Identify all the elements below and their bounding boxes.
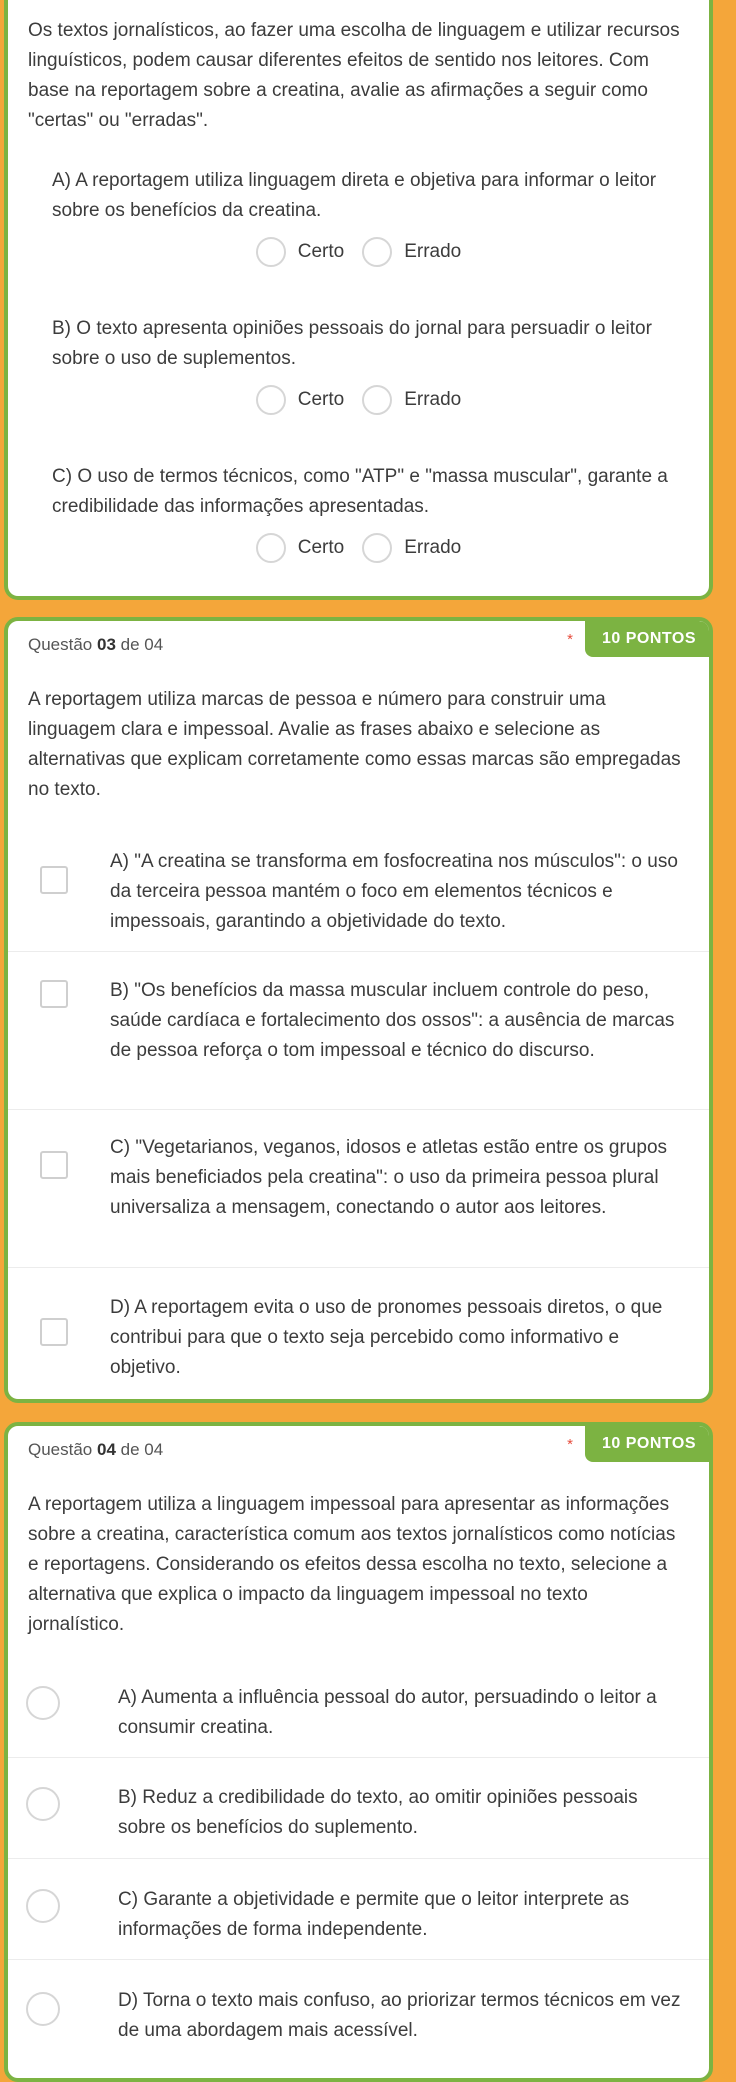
required-asterisk: * — [567, 631, 573, 648]
radio-circle-icon[interactable] — [362, 385, 392, 415]
statement-b-text: B) O texto apresenta opiniões pessoais do jornal para persuadir o leitor sobre o uso de suplementos. — [52, 318, 652, 369]
option-a-checkbox[interactable] — [40, 866, 68, 894]
required-asterisk: * — [567, 1436, 573, 1453]
statement-a-text: A) A reportagem utiliza linguagem direta e objetiva para informar o leitor sobre os benefícios da creatina. — [52, 170, 657, 221]
question-3-card — [4, 617, 713, 1403]
statement-a-options — [8, 235, 709, 269]
points-badge: 10 PONTOS — [585, 1426, 713, 1462]
option-b-radio[interactable] — [26, 1787, 60, 1821]
option-label: Errado — [404, 241, 462, 262]
option-b-text[interactable]: B) "Os benefícios da massa muscular incluem controle do peso, saúde cardíaca e fortalecimento dos ossos": a ausência de marcas de pessoa reforça o tom impessoal e técnico do discurso. — [110, 980, 675, 1061]
radio-circle-icon[interactable] — [362, 237, 392, 267]
question-number: 03 — [97, 635, 116, 654]
option-a-radio[interactable] — [26, 1686, 60, 1720]
option-b-checkbox[interactable] — [40, 980, 68, 1008]
statement-a-certo-option[interactable] — [256, 237, 344, 267]
divider — [8, 1109, 709, 1110]
option-label: Certo — [297, 241, 345, 262]
statement-a-errado-option[interactable] — [362, 237, 461, 267]
option-d-text[interactable]: D) Torna o texto mais confuso, ao priorizar termos técnicos em vez de uma abordagem mais acessível. — [118, 1990, 681, 2041]
divider — [8, 951, 709, 952]
question-2-intro: Os textos jornalísticos, ao fazer uma escolha de linguagem e utilizar recursos linguísticos, podem causar diferentes efeitos de sentido nos leitores. Com base na reportagem sobre a creatina, avalie as afirmações a seguir como "certas" ou "erradas". — [28, 20, 680, 131]
option-a-text[interactable]: A) Aumenta a influência pessoal do autor, persuadindo o leitor a consumir creatina. — [118, 1687, 657, 1738]
option-label: Errado — [404, 537, 462, 558]
question-number: 04 — [97, 1440, 116, 1459]
radio-circle-icon[interactable] — [256, 237, 286, 267]
points-badge: 10 PONTOS — [585, 621, 713, 657]
statement-b-certo-option[interactable] — [256, 385, 344, 415]
question-4-card — [4, 1422, 713, 2082]
divider — [8, 1959, 709, 1960]
divider — [8, 1757, 709, 1758]
radio-circle-icon[interactable] — [256, 385, 286, 415]
option-label: Certo — [297, 537, 345, 558]
option-b-text[interactable]: B) Reduz a credibilidade do texto, ao omitir opiniões pessoais sobre os benefícios do suplemento. — [118, 1787, 638, 1838]
question-4-prompt: A reportagem utiliza a linguagem impessoal para apresentar as informações sobre a creatina, característica comum aos textos jornalísticos como notícias e reportagens. Considerando os efeitos dessa escolha no texto, selecione a alternativa que explica o impacto da linguagem impessoal no texto jornalístico. — [28, 1494, 676, 1635]
radio-circle-icon[interactable] — [256, 533, 286, 563]
option-c-text[interactable]: C) Garante a objetividade e permite que o leitor interprete as informações de forma independente. — [118, 1889, 630, 1940]
question-4-label — [28, 1440, 163, 1460]
option-d-checkbox[interactable] — [40, 1318, 68, 1346]
statement-c-options — [8, 531, 709, 565]
question-3-prompt: A reportagem utiliza marcas de pessoa e número para construir uma linguagem clara e impessoal. Avalie as frases abaixo e selecione as alternativas que explicam corretamente como essas marcas são empregadas no texto. — [28, 689, 681, 800]
statement-c-certo-option[interactable] — [256, 533, 344, 563]
option-c-radio[interactable] — [26, 1889, 60, 1923]
statement-c-errado-option[interactable] — [362, 533, 461, 563]
option-label: Certo — [297, 389, 345, 410]
question-label-prefix: Questão — [28, 1440, 97, 1459]
radio-circle-icon[interactable] — [362, 533, 392, 563]
option-c-text[interactable]: C) "Vegetarianos, veganos, idosos e atletas estão entre os grupos mais beneficiados pela creatina": o uso da primeira pessoa plural universaliza a mensagem, conectando o autor aos leitores. — [110, 1137, 668, 1218]
question-label-suffix: de 04 — [115, 635, 164, 654]
divider — [8, 1858, 709, 1859]
divider — [8, 1267, 709, 1268]
option-d-text[interactable]: D) A reportagem evita o uso de pronomes pessoais diretos, o que contribui para que o texto seja percebido como informativo e objetivo. — [110, 1297, 663, 1378]
option-a-text[interactable]: A) "A creatina se transforma em fosfocreatina nos músculos": o uso da terceira pessoa mantém o foco em elementos técnicos e impessoais, garantindo a objetividade do texto. — [110, 851, 678, 932]
question-3-label — [28, 635, 163, 655]
statement-b-options — [8, 383, 709, 417]
option-label: Errado — [404, 389, 462, 410]
statement-c-text: C) O uso de termos técnicos, como "ATP" e "massa muscular", garante a credibilidade das informações apresentadas. — [52, 466, 668, 517]
question-label-prefix: Questão — [28, 635, 97, 654]
question-2-card — [4, 0, 713, 600]
option-c-checkbox[interactable] — [40, 1151, 68, 1179]
option-d-radio[interactable] — [26, 1992, 60, 2026]
statement-b-errado-option[interactable] — [362, 385, 461, 415]
question-label-suffix: de 04 — [115, 1440, 164, 1459]
